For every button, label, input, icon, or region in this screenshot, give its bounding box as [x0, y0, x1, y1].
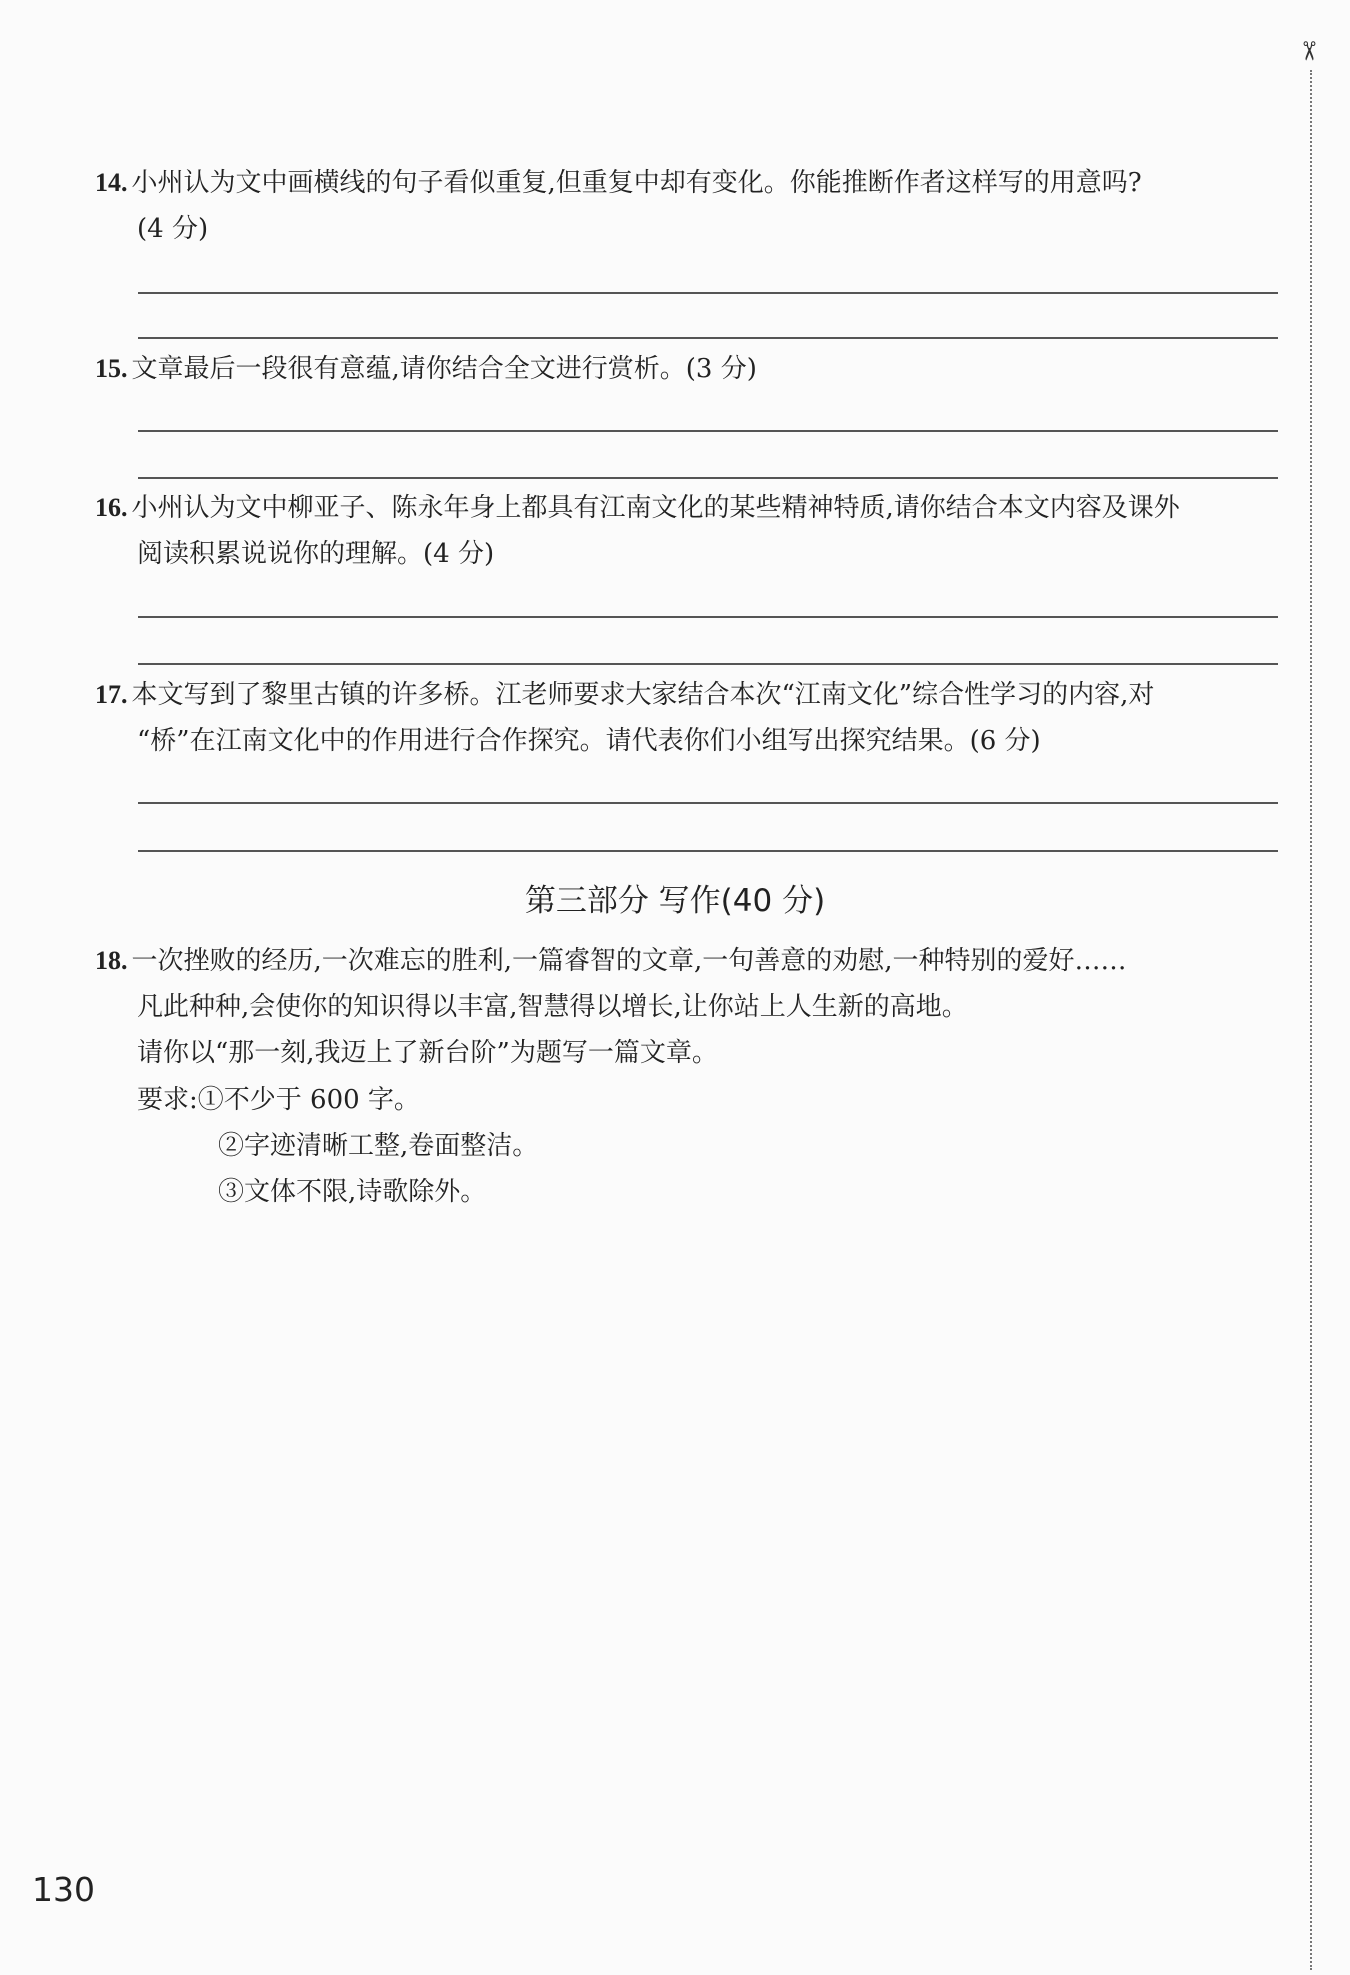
answer-line[interactable]	[138, 477, 1278, 479]
answer-line[interactable]	[138, 430, 1278, 432]
question-number: 14.	[95, 168, 128, 197]
question-17	[95, 672, 1275, 764]
question-text: 小州认为文中画横线的句子看似重复,但重复中却有变化。你能推断作者这样写的用意吗?	[131, 168, 1142, 198]
section-title: 第三部分 写作(40 分)	[524, 883, 826, 919]
answer-line[interactable]	[138, 292, 1278, 294]
page-number: 130	[32, 1870, 95, 1909]
answer-line[interactable]	[138, 337, 1278, 339]
question-text: 本文写到了黎里古镇的许多桥。江老师要求大家结合本次“江南文化”综合性学习的内容,对	[131, 680, 1155, 710]
question-number: 16.	[95, 493, 128, 522]
writing-prompt: 请你以“那一刻,我迈上了新台阶”为题写一篇文章。	[137, 1038, 718, 1068]
answer-line[interactable]	[138, 663, 1278, 665]
question-14	[95, 160, 1275, 252]
question-18	[95, 938, 1275, 1076]
answer-line[interactable]	[138, 802, 1278, 804]
question-text-cont: 凡此种种,会使你的知识得以丰富,智慧得以增长,让你站上人生新的高地。	[137, 992, 968, 1022]
question-number: 18.	[95, 946, 128, 975]
question-number: 15.	[95, 354, 128, 383]
question-text-cont: “桥”在江南文化中的作用进行合作探究。请代表你们小组写出探究结果。(6 分)	[137, 726, 1041, 756]
scissors-icon: ✂	[1292, 40, 1323, 62]
requirement-2: ②字迹清晰工整,卷面整洁。	[218, 1131, 539, 1161]
question-number: 17.	[95, 680, 128, 709]
requirement-3: ③文体不限,诗歌除外。	[218, 1177, 487, 1207]
question-text: 文章最后一段很有意蕴,请你结合全文进行赏析。(3 分)	[131, 354, 757, 384]
question-text-cont: 阅读积累说说你的理解。(4 分)	[137, 539, 495, 569]
question-text: 小州认为文中柳亚子、陈永年身上都具有江南文化的某些精神特质,请你结合本文内容及课外	[131, 493, 1180, 523]
question-16	[95, 485, 1275, 577]
answer-line[interactable]	[138, 850, 1278, 852]
cut-line	[1310, 70, 1312, 1970]
answer-line[interactable]	[138, 616, 1278, 618]
question-15	[95, 346, 1275, 392]
question-text: 一次挫败的经历,一次难忘的胜利,一篇睿智的文章,一句善意的劝慰,一种特别的爱好……	[131, 946, 1127, 976]
question-score: (4 分)	[137, 214, 209, 244]
requirement-1: 要求:①不少于 600 字。	[137, 1085, 420, 1115]
